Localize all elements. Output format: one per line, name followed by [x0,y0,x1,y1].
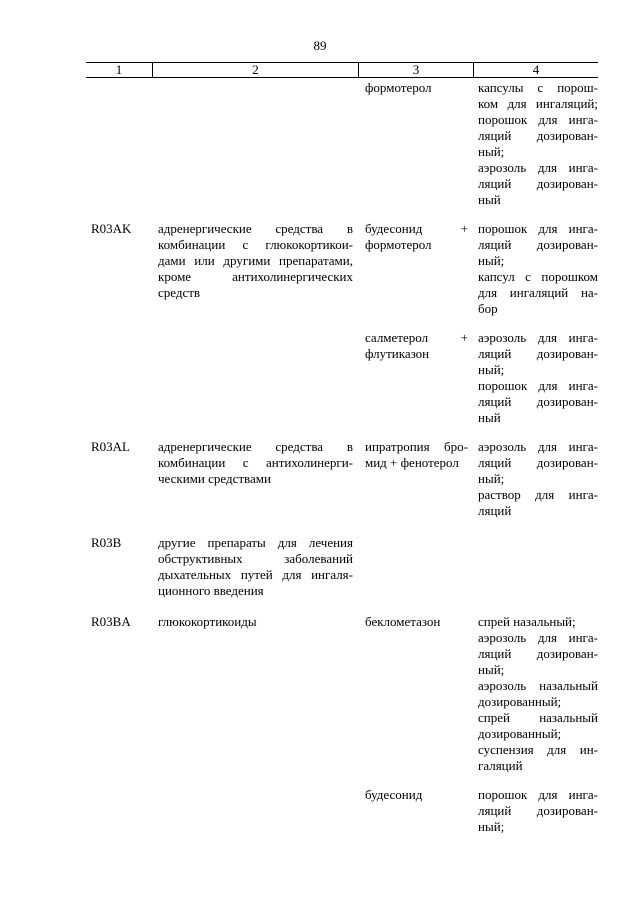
text-line: ционного введения [158,583,264,598]
text-line: галяций [478,758,523,773]
text-line: спрей назальный; [478,614,576,629]
text-line: ляций [478,503,512,518]
drug-name [365,330,468,362]
drug-name [365,614,468,630]
dosage-forms [478,787,598,835]
text-line: аэрозоль для инга- [478,439,598,454]
column-header-1: 1 [115,62,123,77]
text-line: другие препараты для лечения [158,535,353,550]
text-line: ляций дозирован- [478,394,598,409]
text-line: порошок для инга- [478,112,598,127]
text-line: глюкокортикоиды [158,614,257,629]
text-line: ляций дозирован- [478,128,598,143]
group-description [158,614,353,630]
page-number: 89 [313,38,327,53]
text-line: ный [478,192,501,207]
text-line: ный; [478,253,505,268]
dosage-forms [478,439,598,519]
dosage-forms [478,614,598,774]
text-line: порошок для инга- [478,221,598,236]
group-description [158,535,353,599]
group-description [158,221,353,301]
dosage-forms [478,221,598,317]
text-line: формотерол [365,80,432,95]
text-line: аэрозоль для инга- [478,330,598,345]
text-line: ипратропия бро- [365,439,468,454]
text-line: ляций дозирован- [478,176,598,191]
text-line: салметерол + [365,330,468,345]
text-line: капсул с порошком [478,269,598,284]
text-line: ком для ингаляций; [478,96,598,111]
text-line: комбинации с антихолинерги- [158,455,353,470]
text-line: беклометазон [365,614,441,629]
atc-code: R03B [91,535,122,550]
text-line: для ингаляций на- [478,285,598,300]
text-line: аэрозоль для инга- [478,630,598,645]
text-line: ляций дозирован- [478,646,598,661]
text-line: ный; [478,662,505,677]
text-line: формотерол [365,237,432,252]
dosage-forms [478,330,598,426]
column-header-2: 2 [252,62,259,77]
text-line: ный; [478,471,505,486]
text-line: ляций дозирован- [478,455,598,470]
text-line: дозированный; [478,694,562,709]
text-line: обструктивных заболеваний [158,551,353,566]
text-line: ляций дозирован- [478,803,598,818]
atc-code: R03AK [91,221,132,236]
text-line: средств [158,285,201,300]
text-line: ный; [478,362,505,377]
text-line: спрей назальный [478,710,598,725]
text-line: аэрозоль назальный [478,678,598,693]
dosage-forms [478,80,598,208]
text-line: ческими средствами [158,471,271,486]
drug-name [365,787,468,803]
text-line: дами или другими препаратами, [158,253,353,268]
text-line: комбинации с глюкокортикои- [158,237,353,252]
text-line: аэрозоль для инга- [478,160,598,175]
text-line: ляций дозирован- [478,346,598,361]
atc-code: R03BA [91,614,131,629]
table-column-header [86,62,598,78]
text-line: бор [478,301,498,316]
text-line: дыхательных путей для ингаля- [158,567,353,582]
group-description [158,439,353,487]
text-line: раствор для инга- [478,487,598,502]
text-line: ный [478,410,501,425]
column-header-4: 4 [532,62,540,77]
text-line: порошок для инга- [478,787,598,802]
text-line: капсулы с порош- [478,80,598,95]
text-line: ляций дозирован- [478,237,598,252]
text-line: адренергические средства в [158,221,353,236]
atc-code: R03AL [91,439,130,454]
text-line: будесонид + [365,221,468,236]
drug-name [365,221,468,253]
text-line: суспензия для ин- [478,742,598,757]
text-line: порошок для инга- [478,378,598,393]
text-line: мид + фенотерол [365,455,459,470]
text-line: кроме антихолинергических [158,269,353,284]
drug-name [365,439,468,471]
text-line: ный; [478,144,505,159]
column-header-3: 3 [412,62,420,77]
drug-name [365,80,468,96]
text-line: адренергические средства в [158,439,353,454]
text-line: дозированный; [478,726,562,741]
text-line: флутиказон [365,346,430,361]
text-line: ный; [478,819,505,834]
text-line: будесонид [365,787,423,802]
